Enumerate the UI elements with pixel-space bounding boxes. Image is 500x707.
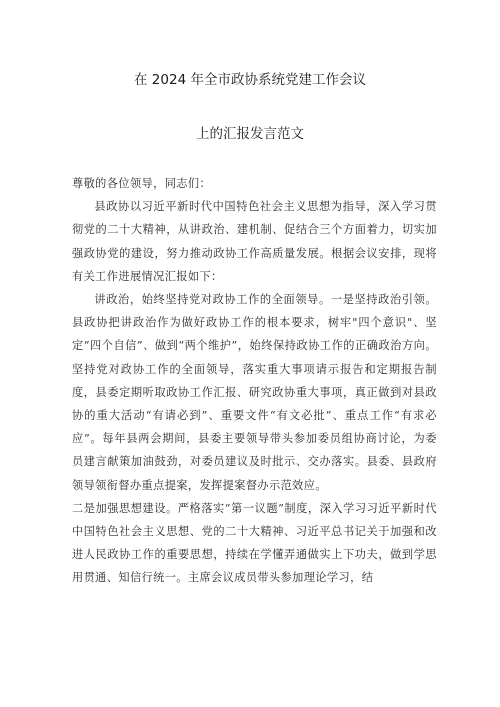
paragraph-political: 讲政治，始终坚持党对政协工作的全面领导。一是坚持政治引领。县政协把讲政治作为做好政协工作的根本要求，树牢"四个意识"、坚定“四个自信”、做到“两个维护”，始终保持政协工作的正确政治方向。坚持党对政协工作的全面领导，落实重大事项请示报告和定期报告制度，县委定期听取政协工作汇报、研究政协重大事项，真正做到对县政协的重大活动“有请必到”、重要文件“有文必批”、重点工作“有求必应”。每年县两会期间，县委主要领导带头参加委员组协商讨论，为委员建言献策加油鼓劲，对委员建议及时批示、交办落实。县委、县政府领导领衔督办重点提案，发挥提案督办示范效应。 (72, 293, 437, 492)
salutation: 尊敬的各位领导，同志们： (72, 177, 212, 190)
document-title-line1: 在 2024 年全市政协系统党建工作会议 (134, 72, 366, 88)
document-body (72, 172, 437, 590)
document-title-line2: 上的汇报发言范文 (196, 126, 304, 142)
paragraph-intro: 县政协以习近平新时代中国特色社会主义思想为指导，深入学习贯彻党的二十大精神，从讲政治、建机制、促结合三个方面着力，切实加强政协党的建设，努力推动政协工作高质量发展。根据会议安排，现将有关工作进展情况汇报如下： (72, 200, 437, 283)
paragraph-ideology: 二是加强思想建设。严格落实“第一议题”制度，深入学习习近平新时代中国特色社会主义思想、党的二十大精神、习近平总书记关于加强和改进人民政协工作的重要思想，持续在学懂弄通做实上下功夫，做到学思用贯通、知信行统一。主席会议成员带头参加理论学习，结 (72, 501, 437, 585)
